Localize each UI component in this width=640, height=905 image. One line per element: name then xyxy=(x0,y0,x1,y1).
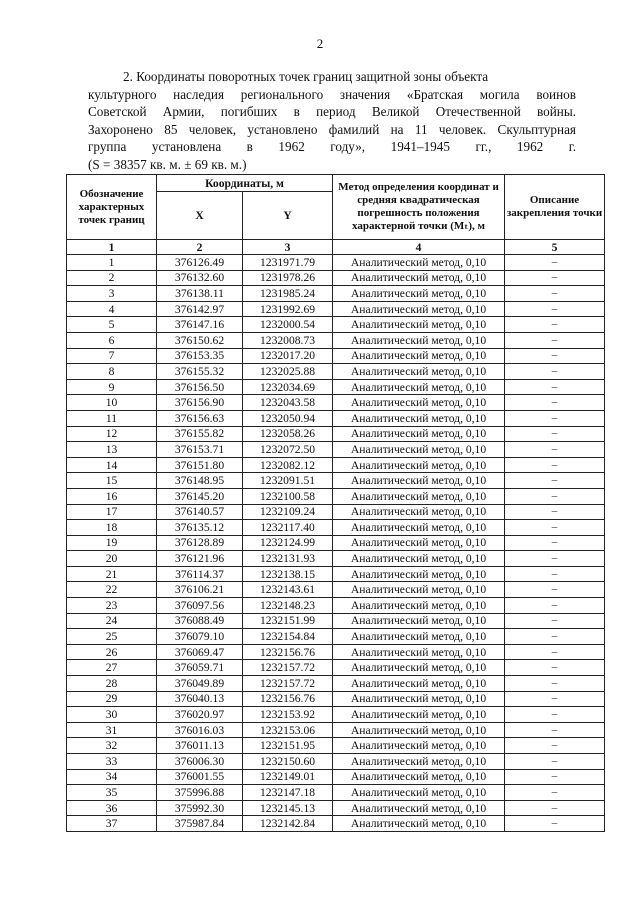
cell-description: – xyxy=(505,473,605,489)
cell-method: Аналитический метод, 0,10 xyxy=(333,660,505,676)
table-row xyxy=(67,270,605,286)
cell-point-number: 11 xyxy=(67,410,157,426)
cell-description: – xyxy=(505,270,605,286)
cell-method: Аналитический метод, 0,10 xyxy=(333,613,505,629)
cell-x: 376153.71 xyxy=(157,442,243,458)
cell-description: – xyxy=(505,286,605,302)
table-row xyxy=(67,364,605,380)
cell-point-number: 33 xyxy=(67,754,157,770)
cell-method: Аналитический метод, 0,10 xyxy=(333,317,505,333)
cell-point-number: 5 xyxy=(67,317,157,333)
cell-x: 376145.20 xyxy=(157,488,243,504)
cell-y: 1232138.15 xyxy=(243,566,333,582)
cell-method: Аналитический метод, 0,10 xyxy=(333,691,505,707)
cell-y: 1232157.72 xyxy=(243,676,333,692)
header-method: Метод определения координат и средняя квадратическая погрешность положения характерной точки (Mₜ), м xyxy=(333,175,505,240)
cell-y: 1232150.60 xyxy=(243,754,333,770)
cell-y: 1232058.26 xyxy=(243,426,333,442)
cell-method: Аналитический метод, 0,10 xyxy=(333,364,505,380)
cell-description: – xyxy=(505,255,605,271)
cell-x: 376153.35 xyxy=(157,348,243,364)
cell-y: 1231985.24 xyxy=(243,286,333,302)
cell-y: 1231971.79 xyxy=(243,255,333,271)
cell-point-number: 4 xyxy=(67,301,157,317)
column-number: 2 xyxy=(157,240,243,255)
table-row xyxy=(67,769,605,785)
cell-method: Аналитический метод, 0,10 xyxy=(333,395,505,411)
cell-description: – xyxy=(505,800,605,816)
cell-point-number: 18 xyxy=(67,520,157,536)
cell-method: Аналитический метод, 0,10 xyxy=(333,488,505,504)
cell-point-number: 14 xyxy=(67,457,157,473)
cell-description: – xyxy=(505,332,605,348)
cell-point-number: 12 xyxy=(67,426,157,442)
cell-y: 1232117.40 xyxy=(243,520,333,536)
cell-y: 1232000.54 xyxy=(243,317,333,333)
cell-method: Аналитический метод, 0,10 xyxy=(333,785,505,801)
intro-paragraph xyxy=(88,68,576,174)
cell-method: Аналитический метод, 0,10 xyxy=(333,426,505,442)
table-row xyxy=(67,629,605,645)
cell-x: 376040.13 xyxy=(157,691,243,707)
table-row xyxy=(67,644,605,660)
cell-y: 1232151.95 xyxy=(243,738,333,754)
cell-description: – xyxy=(505,566,605,582)
cell-x: 376150.62 xyxy=(157,332,243,348)
cell-x: 376016.03 xyxy=(157,722,243,738)
cell-y: 1231992.69 xyxy=(243,301,333,317)
paragraph-line: (S = 38357 кв. м. ± 69 кв. м.) xyxy=(88,156,247,172)
cell-method: Аналитический метод, 0,10 xyxy=(333,769,505,785)
cell-x: 376020.97 xyxy=(157,707,243,723)
cell-description: – xyxy=(505,598,605,614)
cell-method: Аналитический метод, 0,10 xyxy=(333,535,505,551)
cell-x: 376156.90 xyxy=(157,395,243,411)
cell-y: 1232008.73 xyxy=(243,332,333,348)
cell-x: 375996.88 xyxy=(157,785,243,801)
cell-x: 376097.56 xyxy=(157,598,243,614)
table-row xyxy=(67,754,605,770)
cell-method: Аналитический метод, 0,10 xyxy=(333,800,505,816)
cell-description: – xyxy=(505,410,605,426)
cell-description: – xyxy=(505,691,605,707)
cell-method: Аналитический метод, 0,10 xyxy=(333,270,505,286)
cell-y: 1232151.99 xyxy=(243,613,333,629)
cell-y: 1232034.69 xyxy=(243,379,333,395)
cell-point-number: 29 xyxy=(67,691,157,707)
table-row xyxy=(67,722,605,738)
cell-method: Аналитический метод, 0,10 xyxy=(333,676,505,692)
cell-y: 1232082.12 xyxy=(243,457,333,473)
cell-x: 376148.95 xyxy=(157,473,243,489)
cell-x: 376079.10 xyxy=(157,629,243,645)
cell-x: 376132.60 xyxy=(157,270,243,286)
table-row xyxy=(67,442,605,458)
paragraph-line: Советской Армии, погибших в период Великой Отечественной войны. xyxy=(88,104,576,120)
cell-x: 376059.71 xyxy=(157,660,243,676)
cell-y: 1232153.06 xyxy=(243,722,333,738)
cell-description: – xyxy=(505,816,605,832)
cell-description: – xyxy=(505,395,605,411)
cell-description: – xyxy=(505,317,605,333)
cell-point-number: 27 xyxy=(67,660,157,676)
table-body xyxy=(67,255,605,832)
cell-method: Аналитический метод, 0,10 xyxy=(333,286,505,302)
header-coordinates: Координаты, м xyxy=(157,175,333,192)
table-row xyxy=(67,566,605,582)
cell-description: – xyxy=(505,379,605,395)
header-y: Y xyxy=(243,192,333,240)
cell-point-number: 31 xyxy=(67,722,157,738)
cell-y: 1232100.58 xyxy=(243,488,333,504)
cell-x: 376140.57 xyxy=(157,504,243,520)
cell-point-number: 21 xyxy=(67,566,157,582)
paragraph-line: 2. Координаты поворотных точек границ защитной зоны объекта xyxy=(123,69,489,84)
table-row xyxy=(67,426,605,442)
cell-y: 1232143.61 xyxy=(243,582,333,598)
cell-x: 376151.80 xyxy=(157,457,243,473)
cell-point-number: 30 xyxy=(67,707,157,723)
table-row xyxy=(67,551,605,567)
column-number: 4 xyxy=(333,240,505,255)
table-row xyxy=(67,535,605,551)
cell-method: Аналитический метод, 0,10 xyxy=(333,551,505,567)
table-row xyxy=(67,598,605,614)
cell-y: 1232025.88 xyxy=(243,364,333,380)
cell-y: 1232148.23 xyxy=(243,598,333,614)
cell-method: Аналитический метод, 0,10 xyxy=(333,442,505,458)
cell-point-number: 35 xyxy=(67,785,157,801)
cell-description: – xyxy=(505,754,605,770)
cell-x: 376001.55 xyxy=(157,769,243,785)
cell-point-number: 16 xyxy=(67,488,157,504)
cell-method: Аналитический метод, 0,10 xyxy=(333,332,505,348)
table-row xyxy=(67,301,605,317)
cell-y: 1232072.50 xyxy=(243,442,333,458)
cell-point-number: 25 xyxy=(67,629,157,645)
table-row xyxy=(67,395,605,411)
cell-y: 1232131.93 xyxy=(243,551,333,567)
cell-point-number: 19 xyxy=(67,535,157,551)
cell-y: 1232043.58 xyxy=(243,395,333,411)
cell-description: – xyxy=(505,676,605,692)
cell-method: Аналитический метод, 0,10 xyxy=(333,410,505,426)
cell-x: 376049.89 xyxy=(157,676,243,692)
table-row xyxy=(67,332,605,348)
cell-point-number: 17 xyxy=(67,504,157,520)
cell-description: – xyxy=(505,613,605,629)
cell-method: Аналитический метод, 0,10 xyxy=(333,754,505,770)
cell-x: 376088.49 xyxy=(157,613,243,629)
table-row xyxy=(67,738,605,754)
cell-y: 1232142.84 xyxy=(243,816,333,832)
cell-point-number: 34 xyxy=(67,769,157,785)
table-row xyxy=(67,613,605,629)
cell-description: – xyxy=(505,551,605,567)
table-row xyxy=(67,676,605,692)
cell-x: 376156.63 xyxy=(157,410,243,426)
cell-x: 376138.11 xyxy=(157,286,243,302)
header-x: X xyxy=(157,192,243,240)
coordinates-table xyxy=(66,174,605,832)
cell-method: Аналитический метод, 0,10 xyxy=(333,738,505,754)
cell-x: 376106.21 xyxy=(157,582,243,598)
cell-point-number: 8 xyxy=(67,364,157,380)
cell-description: – xyxy=(505,629,605,645)
table-row xyxy=(67,660,605,676)
table-row xyxy=(67,473,605,489)
table-row xyxy=(67,691,605,707)
cell-y: 1232154.84 xyxy=(243,629,333,645)
table-row xyxy=(67,582,605,598)
cell-point-number: 15 xyxy=(67,473,157,489)
table-row xyxy=(67,457,605,473)
table-row xyxy=(67,348,605,364)
cell-x: 376114.37 xyxy=(157,566,243,582)
header-point-designation: Обозначение характерных точек границ xyxy=(67,175,157,240)
cell-x: 376121.96 xyxy=(157,551,243,567)
cell-description: – xyxy=(505,644,605,660)
cell-description: – xyxy=(505,535,605,551)
cell-x: 376069.47 xyxy=(157,644,243,660)
cell-description: – xyxy=(505,785,605,801)
cell-point-number: 26 xyxy=(67,644,157,660)
cell-y: 1232156.76 xyxy=(243,691,333,707)
cell-description: – xyxy=(505,301,605,317)
cell-point-number: 20 xyxy=(67,551,157,567)
cell-description: – xyxy=(505,364,605,380)
cell-method: Аналитический метод, 0,10 xyxy=(333,582,505,598)
cell-description: – xyxy=(505,660,605,676)
cell-point-number: 13 xyxy=(67,442,157,458)
cell-point-number: 23 xyxy=(67,598,157,614)
cell-y: 1231978.26 xyxy=(243,270,333,286)
header-description: Описание закрепления точки xyxy=(505,175,605,240)
cell-y: 1232156.76 xyxy=(243,644,333,660)
cell-y: 1232147.18 xyxy=(243,785,333,801)
cell-x: 376006.30 xyxy=(157,754,243,770)
cell-point-number: 6 xyxy=(67,332,157,348)
cell-point-number: 3 xyxy=(67,286,157,302)
cell-point-number: 7 xyxy=(67,348,157,364)
table-row xyxy=(67,707,605,723)
cell-method: Аналитический метод, 0,10 xyxy=(333,348,505,364)
cell-y: 1232017.20 xyxy=(243,348,333,364)
table-row xyxy=(67,410,605,426)
cell-x: 376155.32 xyxy=(157,364,243,380)
cell-point-number: 2 xyxy=(67,270,157,286)
cell-point-number: 10 xyxy=(67,395,157,411)
cell-y: 1232145.13 xyxy=(243,800,333,816)
cell-method: Аналитический метод, 0,10 xyxy=(333,520,505,536)
cell-method: Аналитический метод, 0,10 xyxy=(333,629,505,645)
cell-x: 376155.82 xyxy=(157,426,243,442)
cell-description: – xyxy=(505,348,605,364)
cell-description: – xyxy=(505,738,605,754)
cell-point-number: 28 xyxy=(67,676,157,692)
cell-method: Аналитический метод, 0,10 xyxy=(333,644,505,660)
cell-description: – xyxy=(505,520,605,536)
cell-y: 1232091.51 xyxy=(243,473,333,489)
table-row xyxy=(67,800,605,816)
cell-method: Аналитический метод, 0,10 xyxy=(333,504,505,520)
cell-description: – xyxy=(505,488,605,504)
cell-method: Аналитический метод, 0,10 xyxy=(333,457,505,473)
table-row xyxy=(67,816,605,832)
paragraph-line: группа установлена в 1962 году», 1941–1945 гг., 1962 г. xyxy=(88,139,576,155)
cell-method: Аналитический метод, 0,10 xyxy=(333,598,505,614)
cell-y: 1232153.92 xyxy=(243,707,333,723)
cell-x: 376142.97 xyxy=(157,301,243,317)
cell-x: 376128.89 xyxy=(157,535,243,551)
cell-x: 375987.84 xyxy=(157,816,243,832)
cell-description: – xyxy=(505,457,605,473)
cell-x: 376011.13 xyxy=(157,738,243,754)
cell-description: – xyxy=(505,426,605,442)
cell-y: 1232050.94 xyxy=(243,410,333,426)
cell-description: – xyxy=(505,582,605,598)
cell-y: 1232124.99 xyxy=(243,535,333,551)
cell-description: – xyxy=(505,769,605,785)
column-number: 1 xyxy=(67,240,157,255)
table-row xyxy=(67,317,605,333)
cell-point-number: 1 xyxy=(67,255,157,271)
table-row xyxy=(67,286,605,302)
cell-x: 375992.30 xyxy=(157,800,243,816)
cell-description: – xyxy=(505,504,605,520)
cell-method: Аналитический метод, 0,10 xyxy=(333,722,505,738)
cell-point-number: 37 xyxy=(67,816,157,832)
cell-x: 376147.16 xyxy=(157,317,243,333)
table-row xyxy=(67,255,605,271)
cell-y: 1232157.72 xyxy=(243,660,333,676)
paragraph-line: Захоронено 85 человек, установлено фамилий на 11 человек. Скульптурная xyxy=(88,121,576,137)
cell-method: Аналитический метод, 0,10 xyxy=(333,707,505,723)
paragraph-line: культурного наследия регионального значения «Братская могила воинов xyxy=(88,86,576,102)
cell-point-number: 22 xyxy=(67,582,157,598)
cell-point-number: 32 xyxy=(67,738,157,754)
cell-description: – xyxy=(505,707,605,723)
column-number: 5 xyxy=(505,240,605,255)
cell-x: 376156.50 xyxy=(157,379,243,395)
table-row xyxy=(67,520,605,536)
cell-method: Аналитический метод, 0,10 xyxy=(333,566,505,582)
table-row xyxy=(67,379,605,395)
cell-y: 1232109.24 xyxy=(243,504,333,520)
cell-description: – xyxy=(505,442,605,458)
cell-method: Аналитический метод, 0,10 xyxy=(333,816,505,832)
cell-method: Аналитический метод, 0,10 xyxy=(333,379,505,395)
table-row xyxy=(67,785,605,801)
cell-x: 376135.12 xyxy=(157,520,243,536)
cell-point-number: 24 xyxy=(67,613,157,629)
cell-description: – xyxy=(505,722,605,738)
cell-point-number: 36 xyxy=(67,800,157,816)
cell-x: 376126.49 xyxy=(157,255,243,271)
cell-method: Аналитический метод, 0,10 xyxy=(333,255,505,271)
cell-y: 1232149.01 xyxy=(243,769,333,785)
cell-point-number: 9 xyxy=(67,379,157,395)
column-number: 3 xyxy=(243,240,333,255)
table-row xyxy=(67,504,605,520)
table-row xyxy=(67,488,605,504)
cell-method: Аналитический метод, 0,10 xyxy=(333,473,505,489)
page-number: 2 xyxy=(316,36,324,51)
cell-method: Аналитический метод, 0,10 xyxy=(333,301,505,317)
